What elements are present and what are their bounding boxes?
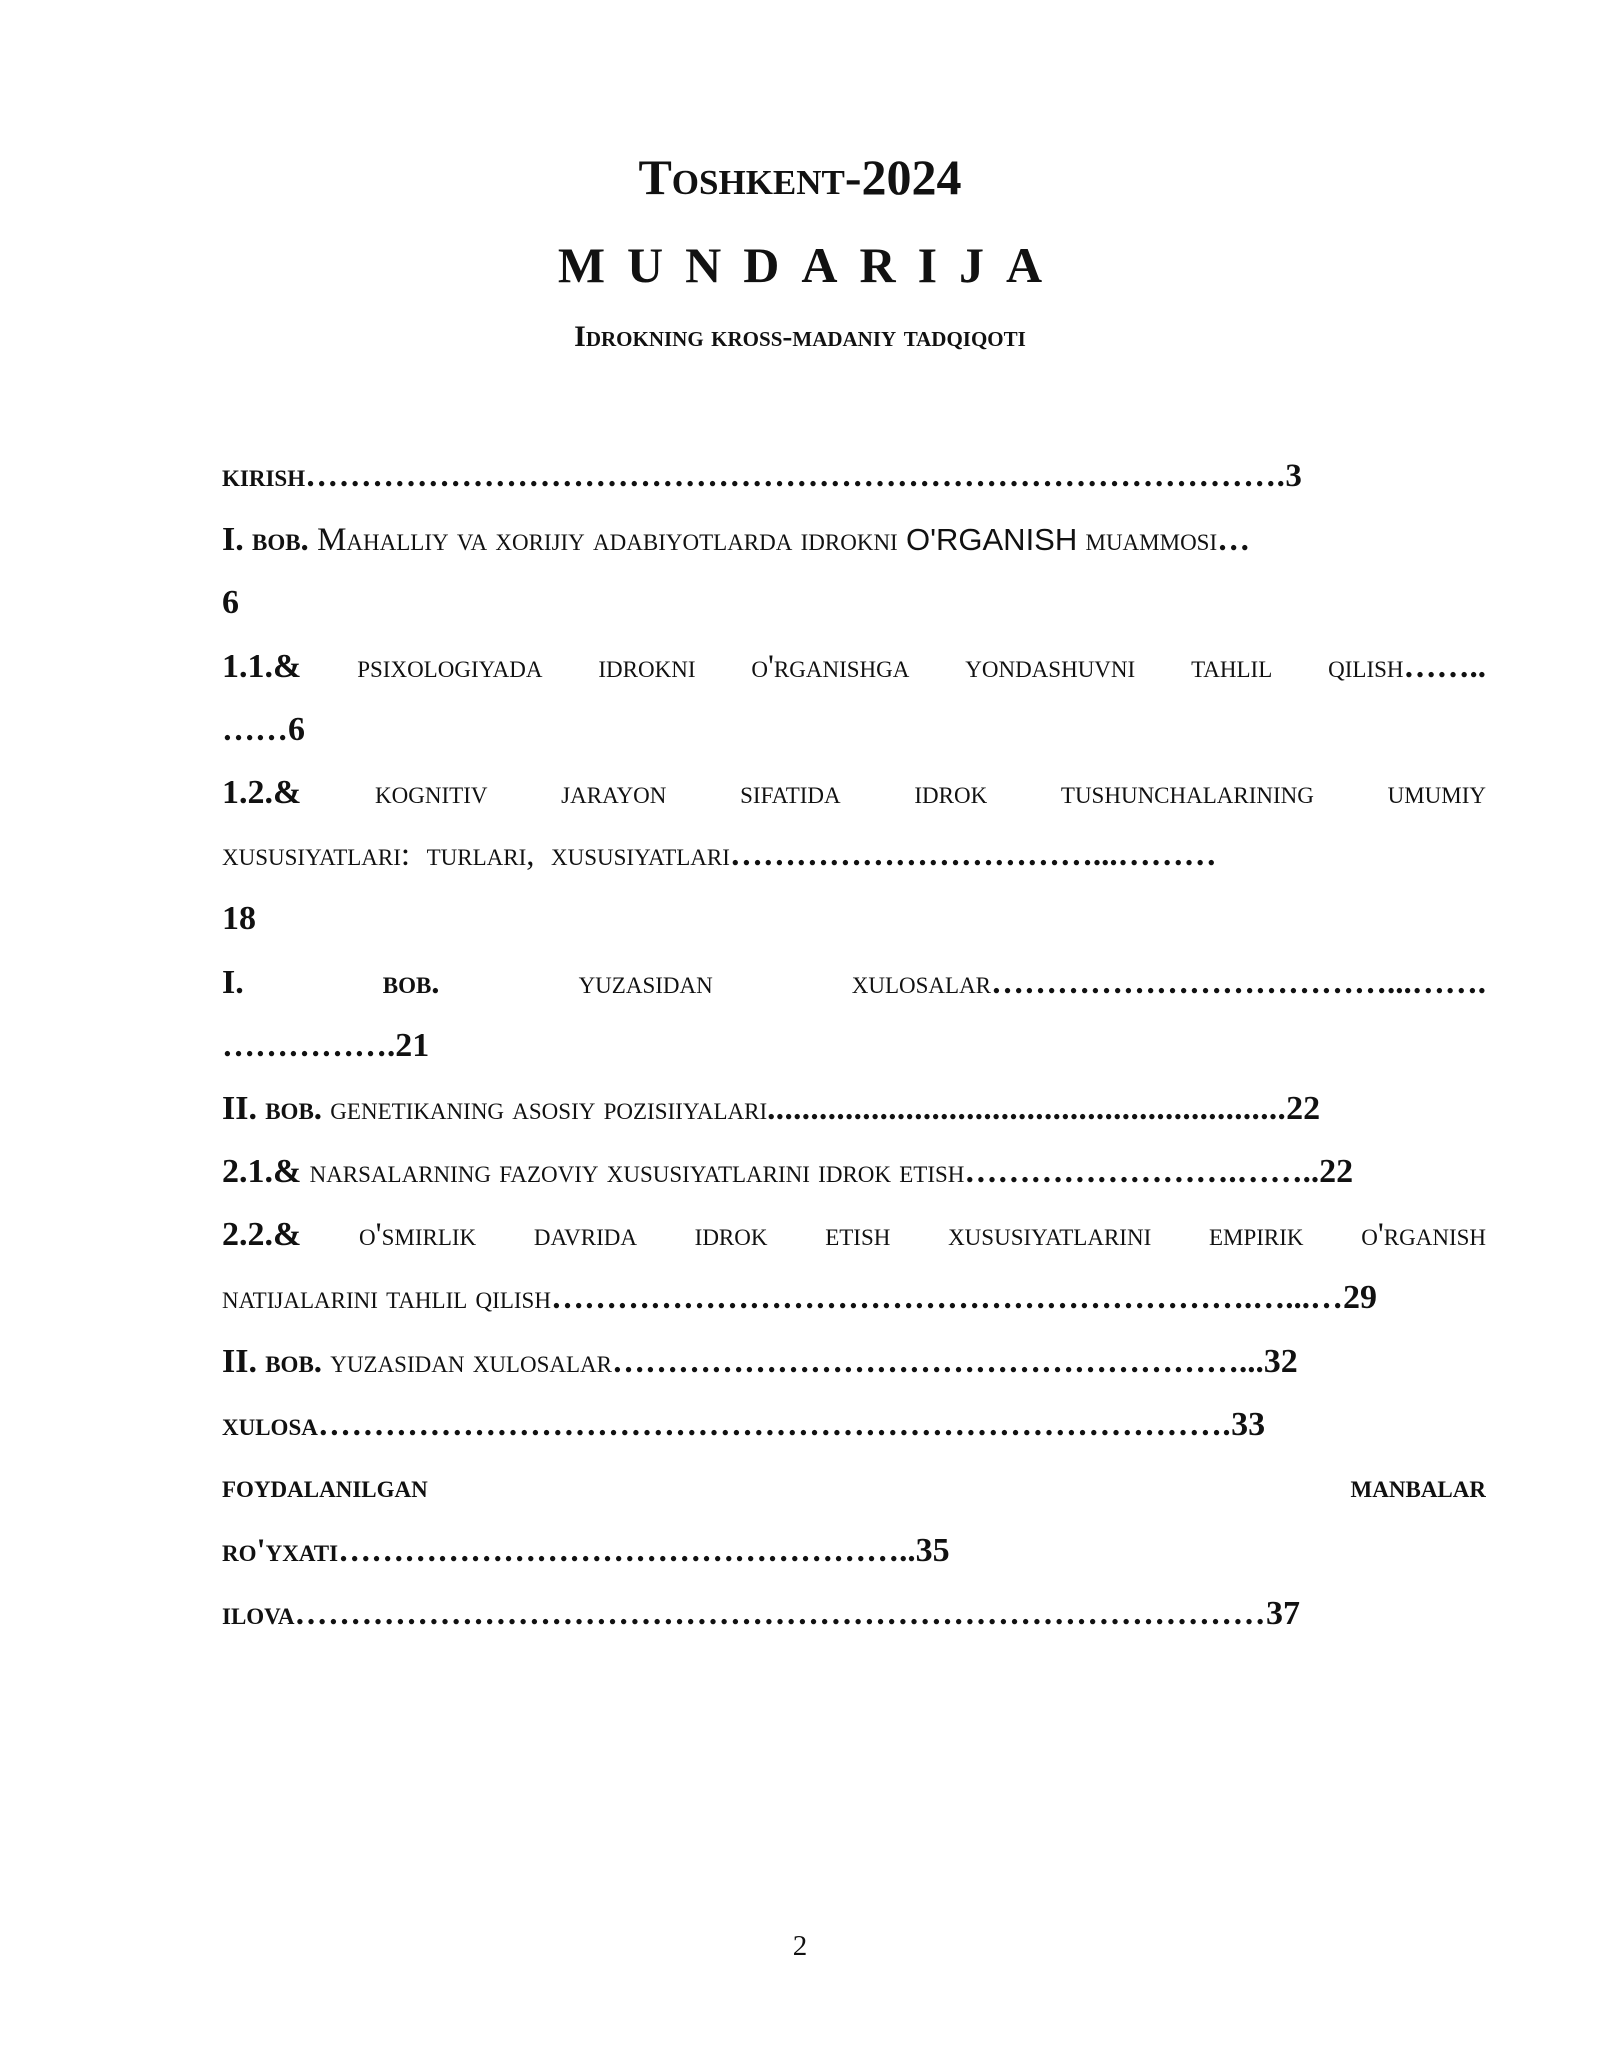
toc-title: psixologiyada idrokni o'rganishga yondashuvni tahlil qilish bbox=[357, 648, 1404, 685]
toc-entry-1-1-page bbox=[222, 698, 1486, 761]
toc-leader: ............................................................ bbox=[767, 1090, 1287, 1127]
city-year-line: Toshkent-2024 bbox=[638, 149, 962, 205]
toc-leader: ……………………………...……… bbox=[729, 837, 1217, 874]
toc-leader: …………………….…….. bbox=[964, 1154, 1320, 1191]
toc-title-line: kognitiv jarayon sifatida idrok tushunchalarining umumiy bbox=[375, 774, 1486, 811]
contents-heading: MUNDARIJA bbox=[557, 237, 1065, 293]
toc-page: 6 bbox=[288, 710, 305, 748]
toc-title: genetikaning asosiy pozisiiyalari bbox=[330, 1090, 768, 1127]
toc-leader: …… bbox=[222, 711, 288, 748]
toc-entry-bob-1[interactable] bbox=[222, 508, 1486, 571]
toc-label-part: manbalar bbox=[1350, 1469, 1486, 1505]
toc-number: 2.1.& bbox=[222, 1153, 302, 1191]
toc-page: 37 bbox=[1265, 1595, 1300, 1633]
toc-page: 32 bbox=[1263, 1342, 1298, 1380]
toc-page: 21 bbox=[395, 1026, 430, 1064]
toc-page: 3 bbox=[1285, 458, 1302, 494]
toc-page: 33 bbox=[1231, 1405, 1266, 1443]
toc-title-part: O'RGANISH bbox=[905, 522, 1078, 558]
toc-leader: ……………………………………………………………………………. bbox=[305, 458, 1286, 494]
toc-number: II. bbox=[222, 1089, 257, 1127]
toc-title: yuzasidan xulosalar bbox=[330, 1343, 612, 1380]
toc-entry-kirish[interactable] bbox=[222, 445, 1486, 508]
toc-leader: ………………………………………………………………………. bbox=[317, 1406, 1232, 1443]
toc-leader: …………………………………………………... bbox=[612, 1343, 1264, 1380]
toc-leader: …….. bbox=[1403, 648, 1486, 685]
toc-page: 29 bbox=[1342, 1279, 1377, 1317]
toc-leader: …………………………………………………………………………… bbox=[294, 1596, 1266, 1633]
toc-entry-1-2-continued bbox=[222, 824, 1486, 887]
toc-title-part: muammosi bbox=[1077, 522, 1218, 559]
toc-entry-xulosa[interactable] bbox=[222, 1393, 1486, 1456]
toc-number: I. bbox=[222, 963, 244, 1001]
toc-entry-bob-2-conclusions[interactable] bbox=[222, 1330, 1486, 1393]
toc-number: I. bbox=[222, 521, 244, 559]
toc-leader: … bbox=[1217, 522, 1251, 559]
toc-number: 1.2.& bbox=[222, 773, 302, 811]
toc-entry-1-2-page bbox=[222, 887, 1486, 950]
toc-title-part: Mahalliy va xorijiy adabiyotlarda idrokni bbox=[317, 522, 906, 559]
toc-title-part: xususiyatlari bbox=[551, 837, 730, 874]
toc-title-part: xususiyatlari: bbox=[222, 837, 411, 874]
toc-entry-bob-1-page bbox=[222, 571, 1486, 634]
toc-page: 22 bbox=[1286, 1089, 1321, 1127]
toc-page: 35 bbox=[915, 1532, 950, 1570]
toc-entry-references[interactable] bbox=[222, 1456, 1486, 1519]
toc-entry-bob-2[interactable] bbox=[222, 1077, 1486, 1140]
page-number: 2 bbox=[792, 1930, 808, 1962]
toc-label-part: ro'yxati bbox=[222, 1533, 339, 1570]
toc-entry-2-1[interactable] bbox=[222, 1140, 1486, 1203]
toc-entry-bob-1-conclusions-page bbox=[222, 1014, 1486, 1077]
toc-label-part: foydalanilgan bbox=[222, 1469, 428, 1505]
toc-entry-2-2-continued bbox=[222, 1266, 1486, 1329]
toc-leader: ………………………………...……. bbox=[991, 964, 1486, 1001]
toc-bob-word: bob. bbox=[265, 1343, 323, 1380]
table-of-contents bbox=[222, 445, 1486, 1646]
toc-entry-bob-1-conclusions[interactable] bbox=[222, 951, 1486, 1014]
toc-page: 18 bbox=[222, 900, 256, 938]
toc-entry-2-2[interactable] bbox=[222, 1203, 1486, 1266]
toc-label: kirish bbox=[222, 458, 306, 494]
toc-title-with-leader bbox=[852, 965, 1486, 1001]
toc-title-line: o'smirlik davrida idrok etish xususiyatlarini empirik o'rganish bbox=[359, 1217, 1486, 1254]
toc-title-part: xulosalar bbox=[851, 964, 992, 1001]
toc-entry-references-continued bbox=[222, 1519, 1486, 1582]
toc-label: ilova bbox=[222, 1596, 295, 1633]
toc-label: xulosa bbox=[222, 1406, 318, 1443]
toc-leader: ……………………………………………………….…...… bbox=[550, 1280, 1343, 1317]
toc-leader: ……………. bbox=[222, 1027, 396, 1064]
toc-bob-word: bob. bbox=[251, 522, 309, 559]
toc-leader: …………………………………………….. bbox=[338, 1533, 916, 1570]
document-subtitle: Idrokning kross-madaniy tadqiqoti bbox=[574, 320, 1026, 353]
toc-page: 6 bbox=[222, 584, 239, 622]
toc-entry-1-1[interactable] bbox=[222, 635, 1486, 698]
toc-entry-ilova[interactable] bbox=[222, 1582, 1486, 1645]
toc-title-part: yuzasidan bbox=[578, 964, 713, 1001]
toc-title: narsalarning fazoviy xususiyatlarini idrok etish bbox=[309, 1154, 965, 1191]
toc-number: 1.1.& bbox=[222, 647, 302, 685]
toc-bob-word: bob. bbox=[382, 964, 440, 1001]
toc-number: 2.2.& bbox=[222, 1216, 302, 1254]
toc-entry-1-2[interactable] bbox=[222, 761, 1486, 824]
toc-title-part: turlari, bbox=[426, 837, 535, 874]
toc-page: 22 bbox=[1319, 1153, 1354, 1191]
toc-number: II. bbox=[222, 1342, 257, 1380]
toc-title-line: natijalarini tahlil qilish bbox=[222, 1280, 551, 1317]
toc-bob-word: bob. bbox=[265, 1090, 323, 1127]
